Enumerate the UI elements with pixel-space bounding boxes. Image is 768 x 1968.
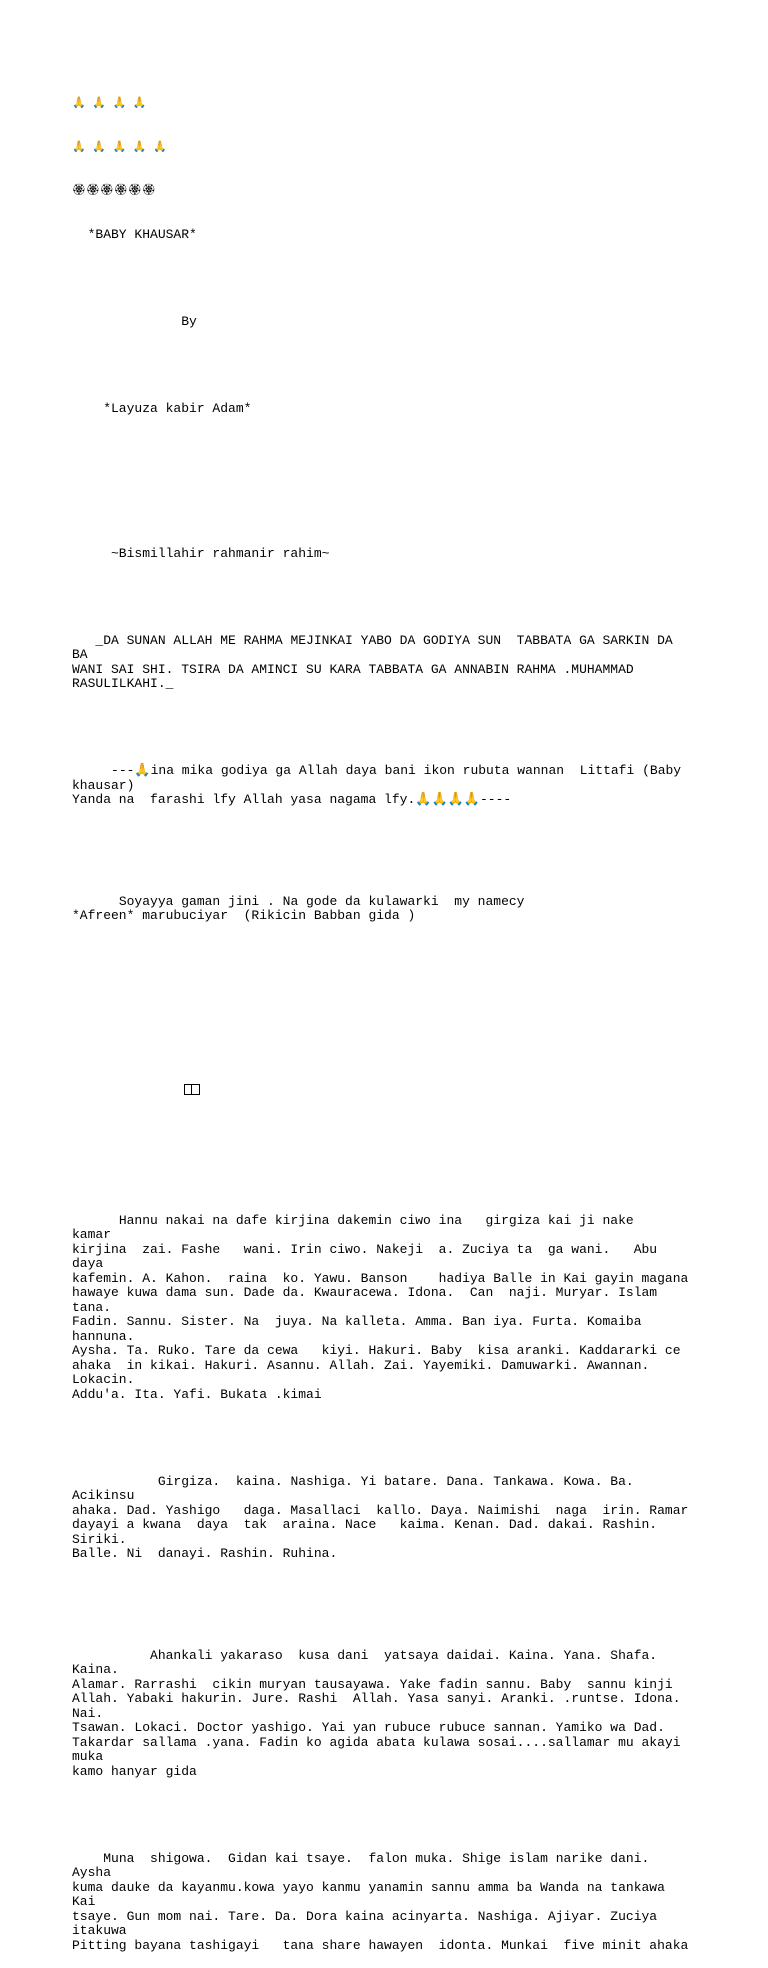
divider-row xyxy=(72,1083,692,1098)
story-paragraph-4: Muna shigowa. Gidan kai tsaye. falon muka. Shige islam narike dani. Aysha kuma dauke da kayanmu.kowa yayo kanmu yanamin sannu amma ba Wanda na tankawa Kai tsaye. Gun mom nai. Tare. Da. Dora kaina acinyarta. Nashiga. Ajiyar. Zuciya itakuwa Pitting bayana tashigayi tana share hawayen idonta. Munkai five minit ahaka xyxy=(72,1850,689,1953)
header-emoji-row-2: 🙏 🙏 🙏 🙏 🙏 xyxy=(72,141,167,154)
header-flower-row: 🏵🏵🏵🏵🏵🏵 xyxy=(72,185,156,197)
bismillah-line: ~Bismillahir rahmanir rahim~ xyxy=(72,545,330,561)
author-name: *Layuza kabir Adam* xyxy=(72,400,252,416)
story-paragraph-3: Ahankali yakaraso kusa dani yatsaya daidai. Kaina. Yana. Shafa. Kaina. Alamar. Rarrashi cikin muryan tausayawa. Yake fadin sannu. Baby sannu kinji Allah. Yabaki hakurin. Jure. Rashi Allah. Yasa sanyi. Aranki. .runtse. Idona. Nai. Tsawan. Lokaci. Doctor yashigo. Yai yan rubuce rubuce sannan. Yamiko wa Dad. Takardar sallama .yana. Fadin ko agida abata kulawa sosai....sallamar mu akayi muka kamo hanyar gida xyxy=(72,1647,681,1779)
acknowledgement: ---🙏ina mika godiya ga Allah daya bani ikon rubuta wannan Littafi (Baby khausar) Yanda na farashi lfy Allah yasa nagama lfy.🙏🙏🙏🙏---- xyxy=(72,763,682,807)
story-paragraph-2: Girgiza. kaina. Nashiga. Yi batare. Dana. Tankawa. Kowa. Ba. Acikinsu ahaka. Dad. Yashigo daga. Masallaci kallo. Daya. Naimishi naga irin. Ramar dayayi a kwana daya tak araina. Nace kaima. Kenan. Dad. dakai. Rashin. Siriki. Balle. Ni danayi. Rashin. Ruhina. xyxy=(72,1473,689,1561)
byline: By xyxy=(72,313,197,329)
document-title: *BABY KHAUSAR* xyxy=(72,226,197,242)
book-icon xyxy=(184,1084,200,1095)
dedication: Soyayya gaman jini . Na gode da kulawarki my namecy *Afreen* marubuciyar (Rikicin Babban gida ) xyxy=(72,893,525,923)
story-paragraph-1: Hannu nakai na dafe kirjina dakemin ciwo ina girgiza kai ji nake kamar kirjina zai. Fashe wani. Irin ciwo. Nakeji a. Zuciya ta ga wani. Abu daya kafemin. A. Kahon. raina ko. Yawu. Banson hadiya Balle in Kai gayin magana hawaye kuwa dama sun. Dade da. Kwauracewa. Idona. Can naji. Muryar. Islam tana. Fadin. Sannu. Sister. Na juya. Na kalleta. Amma. Ban iya. Furta. Komaiba hannuna. Aysha. Ta. Ruko. Tare da cewa kiyi. Hakuri. Baby kisa aranki. Kaddararki ce ahaka in kikai. Hakuri. Asannu. Allah. Zai. Yayemiki. Damuwarki. Awannan. Lokacin. Addu'a. Ita. Yafi. Bukata .kimai xyxy=(72,1212,689,1402)
document-page xyxy=(72,68,692,1968)
header-emoji-row-1: 🙏 🙏 🙏 🙏 xyxy=(72,98,147,110)
opening-prayer: _DA SUNAN ALLAH ME RAHMA MEJINKAI YABO DA GODIYA SUN TABBATA GA SARKIN DA BA WANI SAI SHI. TSIRA DA AMINCI SU KARA TABBATA GA ANNABIN RAHMA .MUHAMMAD RASULILKAHI._ xyxy=(72,632,673,691)
